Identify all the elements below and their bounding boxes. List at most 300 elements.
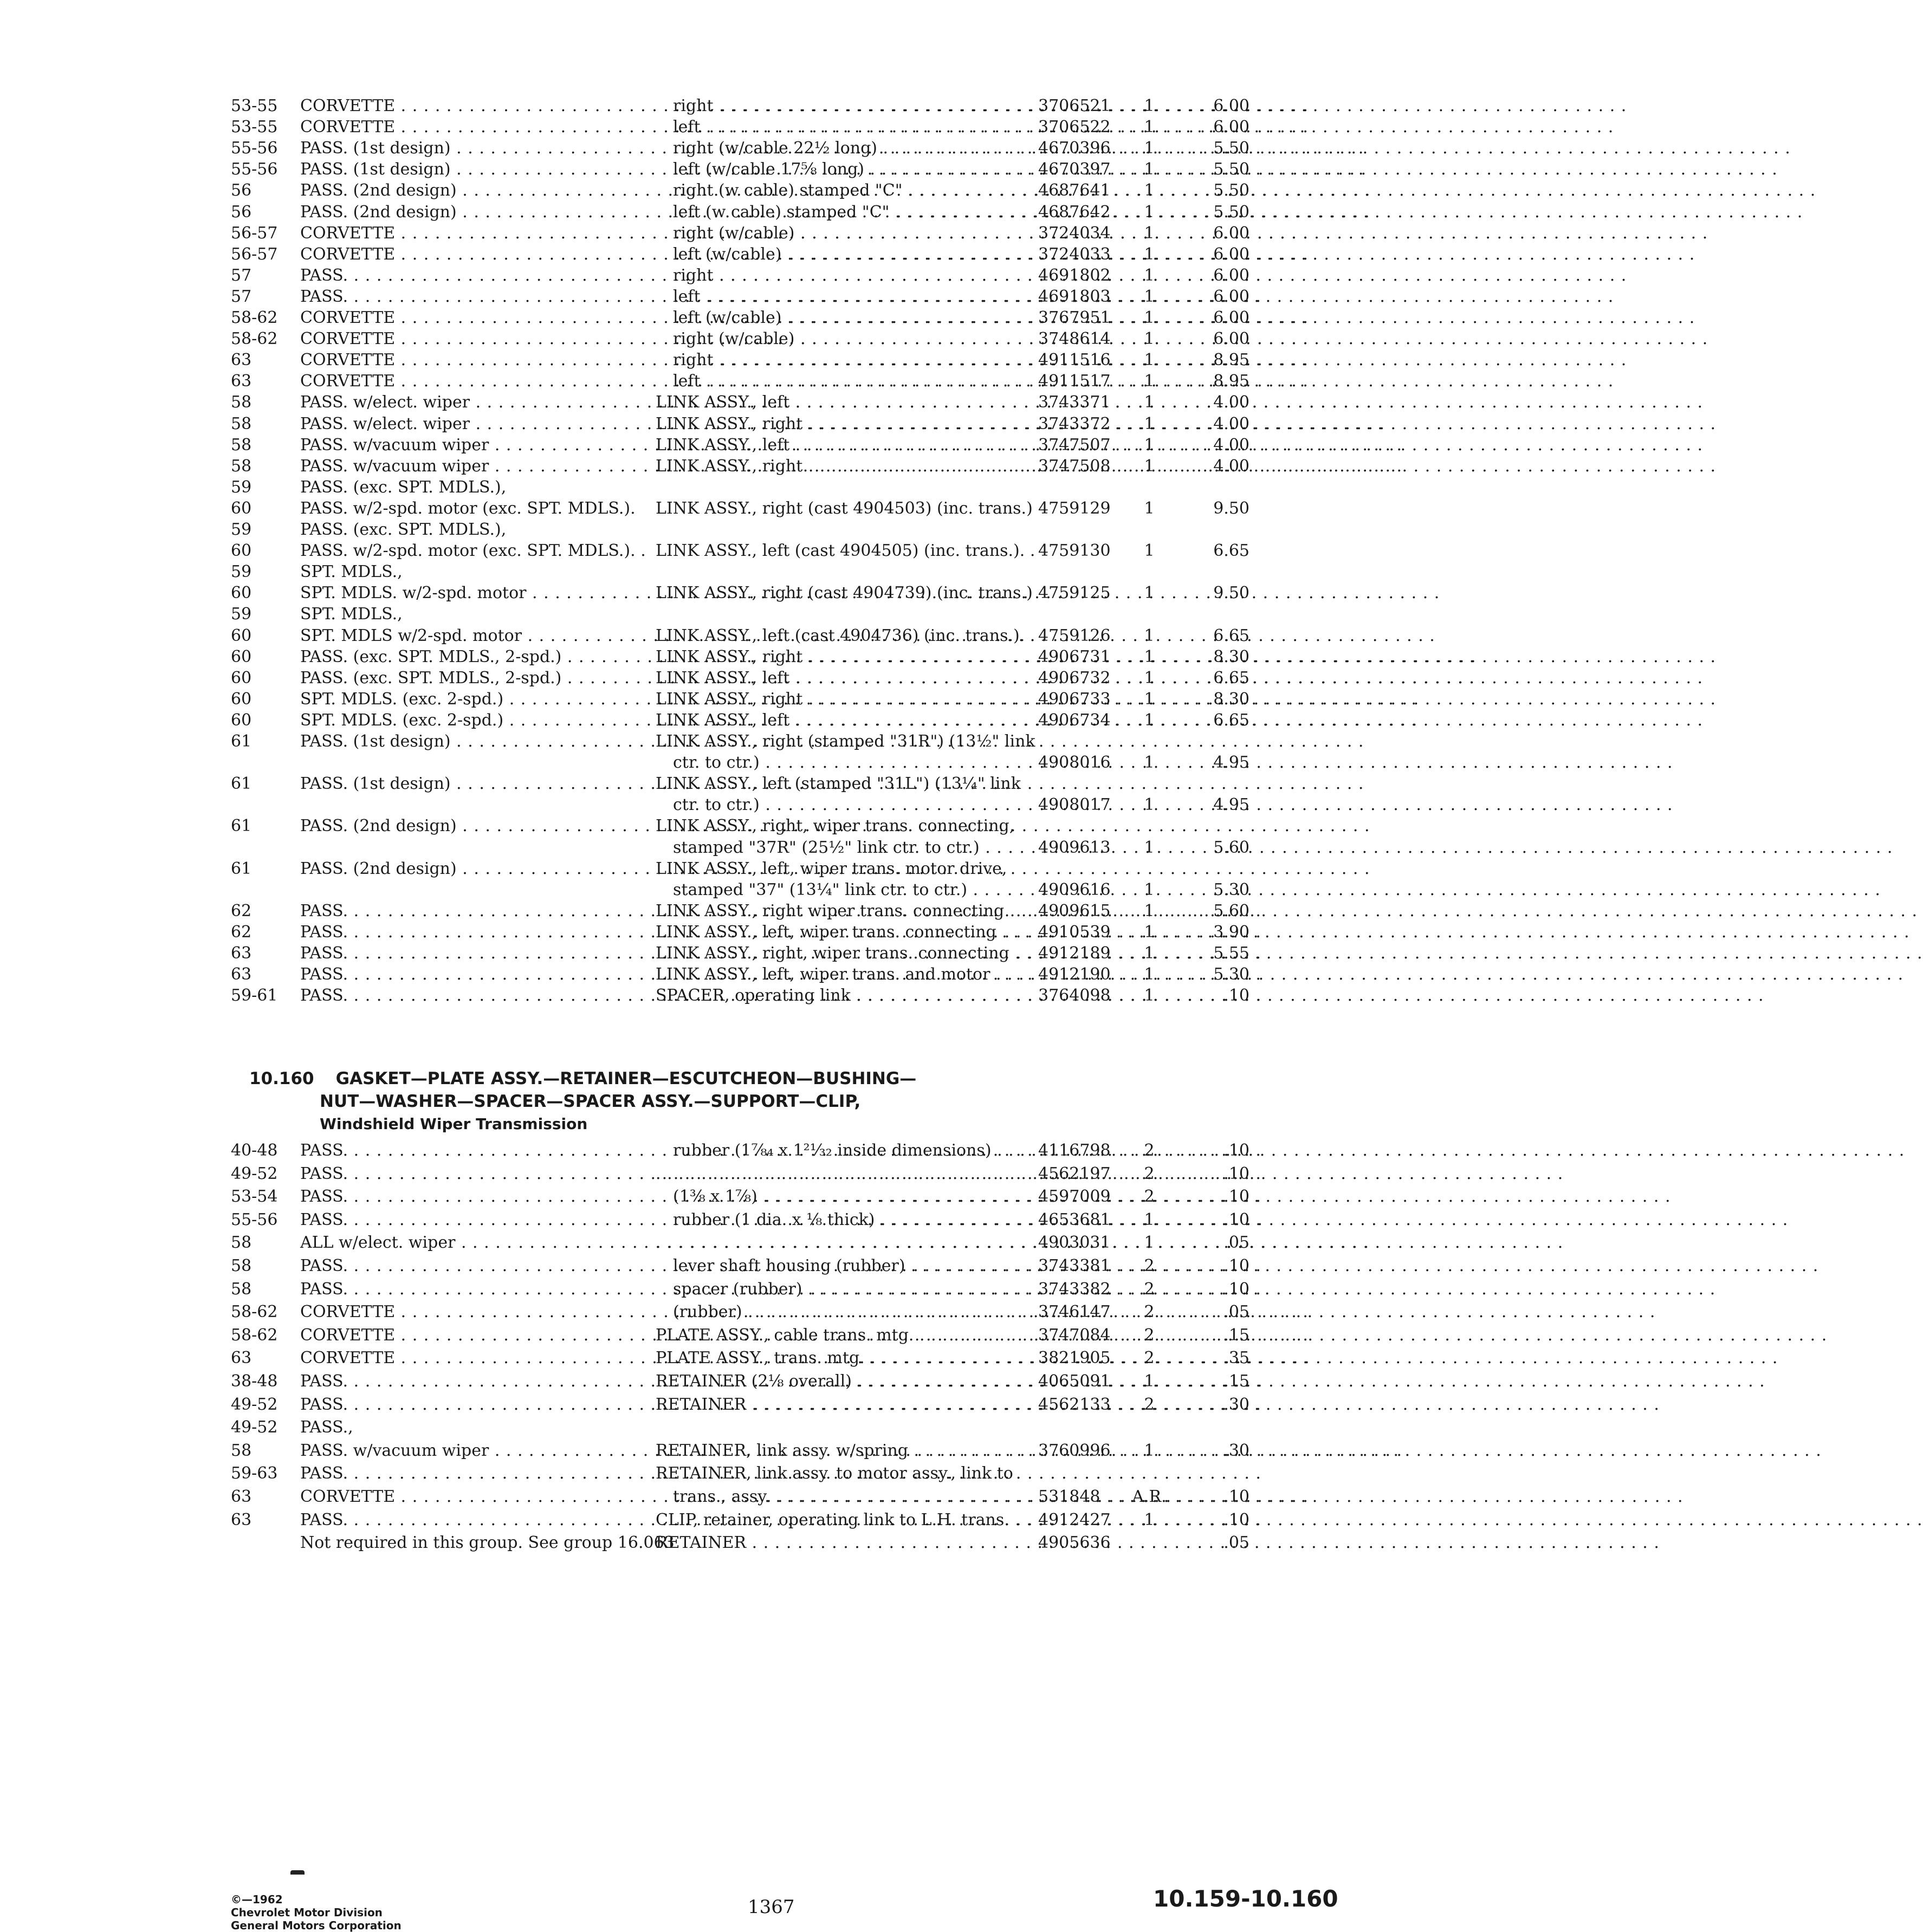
- price-cell: .10: [1223, 1256, 1249, 1275]
- year-cell: 55-56: [231, 139, 278, 158]
- model-cell: PASS. . . .: [300, 900, 631, 922]
- description-cell: [656, 1232, 1030, 1254]
- part-number-cell: 3748614: [1038, 329, 1111, 349]
- year-cell: 63: [231, 1510, 252, 1529]
- model-cell: PASS. . . .: [300, 1209, 631, 1231]
- table-row: [0, 731, 1370, 753]
- year-cell: 62: [231, 922, 252, 942]
- model-cell: SPT. MDLS.,: [300, 562, 403, 582]
- quantity-cell: 2: [1144, 1325, 1155, 1345]
- description-cell: RETAINER, link assy. to motor assy., link to: [656, 1464, 1013, 1483]
- model-cell: PASS. w/2-spd. motor (exc. SPT. MDLS.).: [300, 498, 636, 518]
- table-row: [0, 1394, 1370, 1416]
- table-row: [0, 922, 1370, 943]
- quantity-cell: 1: [1144, 795, 1155, 815]
- price-cell: 6.00: [1213, 287, 1249, 306]
- table-row: [0, 116, 1370, 138]
- year-cell: 59-61: [231, 986, 278, 1006]
- model-cell: SPT. MDLS. (exc. 2-spd.) . . .: [300, 689, 631, 710]
- quantity-cell: 1: [1144, 202, 1155, 222]
- table-row: [0, 604, 1370, 625]
- price-cell: 5.55: [1213, 944, 1249, 963]
- quantity-cell: 1: [1144, 541, 1155, 561]
- year-cell: 53-55: [231, 118, 278, 137]
- part-number-cell: 4908017: [1038, 795, 1111, 815]
- table-row: [0, 1186, 1370, 1208]
- year-cell: 58-62: [231, 329, 278, 349]
- part-number-cell: 3743382: [1038, 1279, 1111, 1299]
- year-cell: 58: [231, 435, 252, 455]
- model-cell: PASS. w/elect. wiper . . .: [300, 413, 631, 435]
- model-cell: PASS. (exc. SPT. MDLS.),: [300, 477, 507, 497]
- model-cell: PASS. (1st design) . . .: [300, 159, 631, 180]
- price-cell: .05: [1223, 1233, 1249, 1253]
- description-cell: spacer (rubber) . . .: [656, 1279, 1030, 1300]
- part-number-cell: 3724034: [1038, 223, 1111, 243]
- price-cell: 4.00: [1213, 435, 1249, 455]
- description-cell: left (w/cable) . . .: [656, 244, 1030, 265]
- part-number-cell: 3764098: [1038, 986, 1111, 1006]
- part-number-cell: 3706522: [1038, 118, 1111, 137]
- model-cell: CORVETTE . . .: [300, 371, 631, 392]
- table-row: [0, 837, 1370, 859]
- table-row: [0, 964, 1370, 986]
- price-cell: .10: [1223, 1279, 1249, 1299]
- part-number-cell: 4116798: [1038, 1141, 1111, 1160]
- price-cell: 4.95: [1213, 795, 1249, 815]
- publisher-footer: [231, 1893, 402, 1932]
- description-cell: LINK ASSY., right, wiper trans. connecting . . .: [656, 943, 1030, 964]
- table-row: [0, 540, 1370, 562]
- description-cell: LINK ASSY., right wiper trans. connecting . . .: [656, 900, 1030, 922]
- year-cell: 55-56: [231, 160, 278, 179]
- year-cell: 53-55: [231, 96, 278, 115]
- model-cell: PASS. w/elect. wiper . . .: [300, 392, 631, 413]
- description-cell: SPACER, operating link . . .: [656, 985, 1030, 1007]
- description-cell: LINK ASSY., left, wiper trans. and motor . . .: [656, 964, 1030, 986]
- model-cell: PASS. . . .: [300, 1394, 631, 1416]
- price-cell: .30: [1223, 1395, 1249, 1414]
- table-row: [0, 879, 1370, 901]
- table-row: [0, 773, 1370, 795]
- publisher-corporation: General Motors Corporation: [231, 1919, 402, 1932]
- quantity-cell: 2: [1144, 1348, 1155, 1368]
- year-cell: 58: [231, 1279, 252, 1299]
- part-number-cell: 4909616: [1038, 880, 1111, 899]
- description-cell: PLATE ASSY., trans. mtg. . . .: [656, 1347, 1030, 1369]
- price-cell: 4.95: [1213, 753, 1249, 773]
- model-cell: CORVETTE . . .: [300, 1301, 631, 1323]
- year-cell: 58: [231, 414, 252, 433]
- year-cell: 49-52: [231, 1164, 278, 1183]
- quantity-cell: 1: [1144, 139, 1155, 158]
- year-cell: 59: [231, 477, 252, 497]
- quantity-cell: 1: [1144, 584, 1155, 603]
- part-number-cell: 4906733: [1038, 689, 1111, 709]
- price-cell: 8.95: [1213, 372, 1249, 391]
- description-cell: RETAINER, link assy. w/spring . . .: [656, 1440, 1030, 1462]
- quantity-cell: 1: [1144, 393, 1155, 412]
- section-title-line2: NUT—WASHER—SPACER—SPACER ASSY.—SUPPORT—CLIP,: [320, 1092, 861, 1111]
- year-cell: 38-48: [231, 1372, 278, 1391]
- price-cell: 4.00: [1213, 393, 1249, 412]
- year-cell: 63: [231, 351, 252, 370]
- description-cell: LINK ASSY., right (cast 4904503) (inc. trans.): [656, 498, 1033, 518]
- description-cell: left (w/cable) . . .: [656, 307, 1030, 329]
- part-number-cell: 4909615: [1038, 901, 1111, 920]
- quantity-cell: 1: [1144, 1233, 1155, 1253]
- year-cell: 60: [231, 647, 252, 666]
- table-row: [0, 456, 1370, 477]
- description-cell: left (w cable) stamped "C" . . .: [656, 202, 1030, 223]
- quantity-cell: 1: [1144, 880, 1155, 899]
- description-cell: RETAINER (2⅛ overall) . . .: [656, 1371, 1030, 1392]
- model-cell: PASS. . . .: [300, 1509, 631, 1531]
- price-cell: 5.60: [1213, 838, 1249, 857]
- quantity-cell: 1: [1144, 1510, 1155, 1529]
- part-number-cell: 4759126: [1038, 626, 1111, 645]
- price-cell: 9.50: [1213, 498, 1249, 518]
- price-cell: 3.90: [1213, 922, 1249, 942]
- model-cell: PASS.,: [300, 1418, 353, 1437]
- quantity-cell: 1: [1144, 265, 1155, 285]
- price-cell: 8.95: [1213, 351, 1249, 370]
- year-cell: 63: [231, 965, 252, 984]
- table-row: [0, 349, 1370, 371]
- model-cell: PASS. . . .: [300, 1186, 631, 1208]
- model-cell: CORVETTE . . .: [300, 328, 631, 350]
- price-cell: 4.00: [1213, 414, 1249, 433]
- part-number-cell: 4691802: [1038, 265, 1111, 285]
- part-number-cell: 3743381: [1038, 1256, 1111, 1275]
- copyright: ©—1962: [231, 1893, 283, 1906]
- price-cell: .05: [1223, 1302, 1249, 1322]
- model-cell: PASS. w/2-spd. motor (exc. SPT. MDLS.). .: [300, 541, 646, 561]
- year-cell: 61: [231, 774, 252, 794]
- description-cell: right (w/cable 22½ long) . . .: [656, 138, 1030, 159]
- model-cell: PASS. . . .: [300, 1371, 631, 1392]
- part-number-cell: 4759129: [1038, 498, 1111, 518]
- quantity-cell: 1: [1144, 244, 1155, 264]
- quantity-cell: A.R.: [1132, 1487, 1167, 1506]
- quantity-cell: 1: [1144, 838, 1155, 857]
- year-cell: 61: [231, 816, 252, 836]
- model-cell: PASS. (exc. SPT. MDLS.),: [300, 520, 507, 539]
- table-row: [0, 561, 1370, 583]
- section-heading: [249, 1067, 917, 1136]
- model-cell: PASS. . . .: [300, 922, 631, 943]
- model-cell: ALL w/elect. wiper . . .: [300, 1232, 631, 1254]
- quantity-cell: 1: [1144, 668, 1155, 688]
- table-row: [0, 307, 1370, 329]
- price-cell: 5.30: [1213, 965, 1249, 984]
- year-cell: 56-57: [231, 244, 278, 264]
- model-cell: PASS. . . .: [300, 1463, 631, 1484]
- price-cell: .35: [1223, 1348, 1249, 1368]
- quantity-cell: 2: [1144, 1279, 1155, 1299]
- model-cell: PASS. . . .: [300, 985, 631, 1007]
- description-cell: stamped "37" (13¼" link ctr. to ctr.) . . .: [656, 879, 1030, 901]
- table-row: [0, 815, 1370, 837]
- description-cell: RETAINER . . .: [656, 1394, 1030, 1416]
- table-row: [0, 625, 1370, 647]
- table-row: [0, 900, 1370, 922]
- model-cell: PASS. . . .: [300, 1163, 631, 1185]
- part-number-cell: 4912190: [1038, 965, 1111, 984]
- table-row: [0, 1301, 1370, 1323]
- quantity-cell: 2: [1144, 1187, 1155, 1207]
- model-cell: PASS. (2nd design) . . .: [300, 180, 631, 202]
- model-cell: PASS. . . .: [300, 1255, 631, 1277]
- price-cell: .10: [1223, 1187, 1249, 1207]
- description-cell: right . . .: [656, 349, 1030, 371]
- part-number-cell: 4912427: [1038, 1510, 1111, 1529]
- model-cell: PASS. (1st design) . . .: [300, 138, 631, 159]
- description-cell: left (w/cable 17⅝ long) . . .: [656, 159, 1030, 180]
- year-cell: 63: [231, 372, 252, 391]
- model-cell: SPT. MDLS.,: [300, 605, 403, 624]
- scan-mark: [290, 1870, 305, 1875]
- part-number-cell: 4909613: [1038, 838, 1111, 857]
- price-cell: 8.30: [1213, 647, 1249, 666]
- description-cell: right (w/cable) . . .: [656, 223, 1030, 244]
- model-cell: PASS. (2nd design) . . .: [300, 858, 631, 880]
- description-cell: LINK ASSY., right, wiper trans. connecting,: [656, 816, 1015, 836]
- price-cell: .10: [1223, 986, 1249, 1006]
- quantity-cell: 1: [1144, 1210, 1155, 1229]
- description-cell: left . . .: [656, 371, 1030, 392]
- price-cell: .15: [1223, 1325, 1249, 1345]
- description-cell: LINK ASSY., left (cast 4904736) (inc. trans.). .: [656, 626, 1035, 645]
- price-cell: 5.60: [1213, 901, 1249, 920]
- model-cell: PASS. . . .: [300, 265, 631, 287]
- price-cell: 5.50: [1213, 181, 1249, 200]
- part-number-cell: 4597009: [1038, 1187, 1111, 1207]
- model-cell: SPT. MDLS. (exc. 2-spd.) . . .: [300, 710, 631, 731]
- year-cell: 57: [231, 287, 252, 306]
- year-cell: 53-54: [231, 1187, 278, 1207]
- table-row: [0, 1347, 1370, 1369]
- quantity-cell: 1: [1144, 223, 1155, 243]
- description-cell: LINK ASSY., right . . .: [656, 689, 1030, 710]
- price-cell: 6.65: [1213, 710, 1249, 730]
- model-cell: CORVETTE . . .: [300, 349, 631, 371]
- price-cell: 6.00: [1213, 223, 1249, 243]
- part-number-cell: 4065091: [1038, 1372, 1111, 1391]
- quantity-cell: 1: [1144, 626, 1155, 645]
- description-cell: rubber (1⅞₄ x 1²¹⁄₃₂ inside dimensions) . . .: [656, 1140, 1030, 1162]
- table-row: [0, 1325, 1370, 1346]
- quantity-cell: 1: [1144, 435, 1155, 455]
- year-cell: 60: [231, 626, 252, 645]
- section-number: 10.160: [249, 1069, 314, 1088]
- table-row: [0, 1255, 1370, 1277]
- year-cell: 58-62: [231, 1302, 278, 1322]
- description-cell: trans., assy. . . .: [656, 1486, 1030, 1508]
- table-row: [0, 435, 1370, 456]
- quantity-cell: 2: [1144, 1256, 1155, 1275]
- description-cell: rubber (1 dia. x ⅛ thick) . . .: [656, 1209, 1030, 1231]
- quantity-cell: 1: [1144, 753, 1155, 773]
- price-cell: .10: [1223, 1510, 1249, 1529]
- year-cell: 63: [231, 1348, 252, 1368]
- price-cell: 6.00: [1213, 244, 1249, 264]
- model-cell: PASS. w/vacuum wiper . . .: [300, 1440, 631, 1462]
- section-reference: 10.159-10.160: [1153, 1885, 1338, 1912]
- price-cell: 5.50: [1213, 139, 1249, 158]
- year-cell: 60: [231, 689, 252, 709]
- table-row: [0, 646, 1370, 668]
- quantity-cell: 1: [1144, 710, 1155, 730]
- year-cell: 61: [231, 732, 252, 751]
- quantity-cell: 1: [1144, 96, 1155, 115]
- model-cell: CORVETTE . . .: [300, 1325, 631, 1346]
- description-cell: PLATE ASSY., cable trans. mtg. . . .: [656, 1325, 1030, 1346]
- part-number-cell: 3767951: [1038, 308, 1111, 327]
- price-cell: 6.00: [1213, 308, 1249, 327]
- model-cell: PASS. (1st design) . . .: [300, 773, 631, 795]
- part-number-cell: 4906734: [1038, 710, 1111, 730]
- part-number-cell: 4911516: [1038, 351, 1111, 370]
- part-number-cell: 4562197: [1038, 1164, 1111, 1183]
- year-cell: 55-56: [231, 1210, 278, 1229]
- part-number-cell: 4912189: [1038, 944, 1111, 963]
- table-row: [0, 1440, 1370, 1462]
- price-cell: .10: [1223, 1210, 1249, 1229]
- table-row: [0, 1209, 1370, 1231]
- table-row: [0, 477, 1370, 498]
- year-cell: 57: [231, 265, 252, 285]
- year-cell: 56: [231, 202, 252, 222]
- price-cell: 6.00: [1213, 96, 1249, 115]
- description-cell: CLIP, retainer, operating link to L.H. trans. . . .: [656, 1509, 1030, 1531]
- description-cell: LINK ASSY., right . . .: [656, 413, 1030, 435]
- price-cell: 9.50: [1213, 584, 1249, 603]
- part-number-cell: 3743371: [1038, 393, 1111, 412]
- table-row: [0, 1163, 1370, 1185]
- part-number-cell: 3821905: [1038, 1348, 1111, 1368]
- model-cell: SPT. MDLS w/2-spd. motor . . .: [300, 625, 631, 647]
- quantity-cell: 2: [1144, 1302, 1155, 1322]
- quantity-cell: 1: [1144, 965, 1155, 984]
- year-cell: 58-62: [231, 1325, 278, 1345]
- part-number-cell: 4906732: [1038, 668, 1111, 688]
- part-number-cell: 3743372: [1038, 414, 1111, 433]
- table-row: [0, 1232, 1370, 1254]
- year-cell: 63: [231, 1487, 252, 1506]
- part-number-cell: 3746147: [1038, 1302, 1111, 1322]
- quantity-cell: 1: [1144, 986, 1155, 1006]
- quantity-cell: 2: [1144, 1395, 1155, 1414]
- quantity-cell: 1: [1144, 647, 1155, 666]
- table-row: [0, 1463, 1370, 1484]
- model-cell: PASS. (1st design) . . .: [300, 731, 631, 753]
- description-cell: LINK ASSY., left . . .: [656, 667, 1030, 689]
- table-row: [0, 159, 1370, 180]
- year-cell: 60: [231, 668, 252, 688]
- price-cell: 4.00: [1213, 456, 1249, 476]
- description-cell: LINK ASSY., right (stamped "31R") (13½" link: [656, 732, 1035, 751]
- price-cell: 5.30: [1213, 880, 1249, 899]
- model-cell: CORVETTE . . .: [300, 95, 631, 117]
- part-number-cell: 4903031: [1038, 1233, 1111, 1253]
- description-cell: [656, 1163, 1030, 1185]
- year-cell: 59: [231, 605, 252, 624]
- model-cell: PASS. . . .: [300, 964, 631, 986]
- quantity-cell: 1: [1144, 689, 1155, 709]
- table-row: [0, 667, 1370, 689]
- part-number-cell: 3724033: [1038, 244, 1111, 264]
- part-number-cell: 531848: [1038, 1487, 1100, 1506]
- table-row: [0, 794, 1370, 816]
- table-row: [0, 1417, 1370, 1438]
- price-cell: .15: [1223, 1372, 1249, 1391]
- quantity-cell: 1: [1144, 498, 1155, 518]
- table-row: [0, 1279, 1370, 1300]
- model-cell: CORVETTE . . .: [300, 223, 631, 244]
- price-cell: .10: [1223, 1164, 1249, 1183]
- description-cell: right (w/cable) . . .: [656, 328, 1030, 350]
- year-cell: 61: [231, 859, 252, 878]
- table-row: [0, 1509, 1370, 1531]
- price-cell: .30: [1223, 1441, 1249, 1460]
- table-row: [0, 752, 1370, 774]
- model-cell: CORVETTE . . .: [300, 244, 631, 265]
- quantity-cell: 1: [1144, 901, 1155, 920]
- description-cell: LINK ASSY., left (stamped "31L") (13¼" link: [656, 774, 1021, 794]
- price-cell: 5.50: [1213, 160, 1249, 179]
- quantity-cell: 1: [1144, 922, 1155, 942]
- part-number-cell: 4759130: [1038, 541, 1111, 561]
- description-cell: RETAINER . . .: [656, 1532, 1030, 1554]
- model-cell: SPT. MDLS. w/2-spd. motor . . .: [300, 582, 631, 604]
- quantity-cell: 1: [1144, 1372, 1155, 1391]
- table-row: [0, 371, 1370, 392]
- section-subtitle: Windshield Wiper Transmission: [320, 1115, 588, 1133]
- model-cell: PASS. (exc. SPT. MDLS., 2-spd.) . . .: [300, 667, 631, 689]
- description-cell: LINK ASSY., left (cast 4904505) (inc. trans.). .: [656, 541, 1035, 561]
- description-cell: LINK ASSY., right . . .: [656, 456, 1030, 477]
- description-cell: LINK ASSY., left . . .: [656, 710, 1030, 731]
- model-cell: PASS. (exc. SPT. MDLS., 2-spd.) . . .: [300, 646, 631, 668]
- description-cell: stamped "37R" (25½" link ctr. to ctr.) . . .: [656, 837, 1030, 859]
- year-cell: 58: [231, 1441, 252, 1460]
- page-number: 1367: [748, 1896, 795, 1918]
- model-cell: PASS. . . .: [300, 1279, 631, 1300]
- year-cell: 60: [231, 710, 252, 730]
- table-row: [0, 1486, 1370, 1508]
- quantity-cell: 1: [1144, 181, 1155, 200]
- year-cell: 58: [231, 456, 252, 476]
- year-cell: 59-63: [231, 1464, 278, 1483]
- description-cell: left . . .: [656, 286, 1030, 308]
- year-cell: 60: [231, 584, 252, 603]
- part-number-cell: 4910539: [1038, 922, 1111, 942]
- table-row: [0, 985, 1370, 1007]
- table-row: [0, 180, 1370, 202]
- table-row: [0, 858, 1370, 880]
- table-row: [0, 328, 1370, 350]
- part-number-cell: 4906731: [1038, 647, 1111, 666]
- description-cell: lever shaft housing (rubber) . . .: [656, 1255, 1030, 1277]
- model-cell: PASS. (2nd design) . . .: [300, 815, 631, 837]
- price-cell: 6.65: [1213, 668, 1249, 688]
- part-number-cell: 4562133: [1038, 1395, 1111, 1414]
- description-cell: LINK ASSY., right (cast 4904739) (inc. trans.): [656, 584, 1033, 603]
- quantity-cell: 1: [1144, 456, 1155, 476]
- description-cell: (1⅜ x 1⅞) . . .: [656, 1186, 1030, 1208]
- model-cell: PASS. . . .: [300, 1140, 631, 1162]
